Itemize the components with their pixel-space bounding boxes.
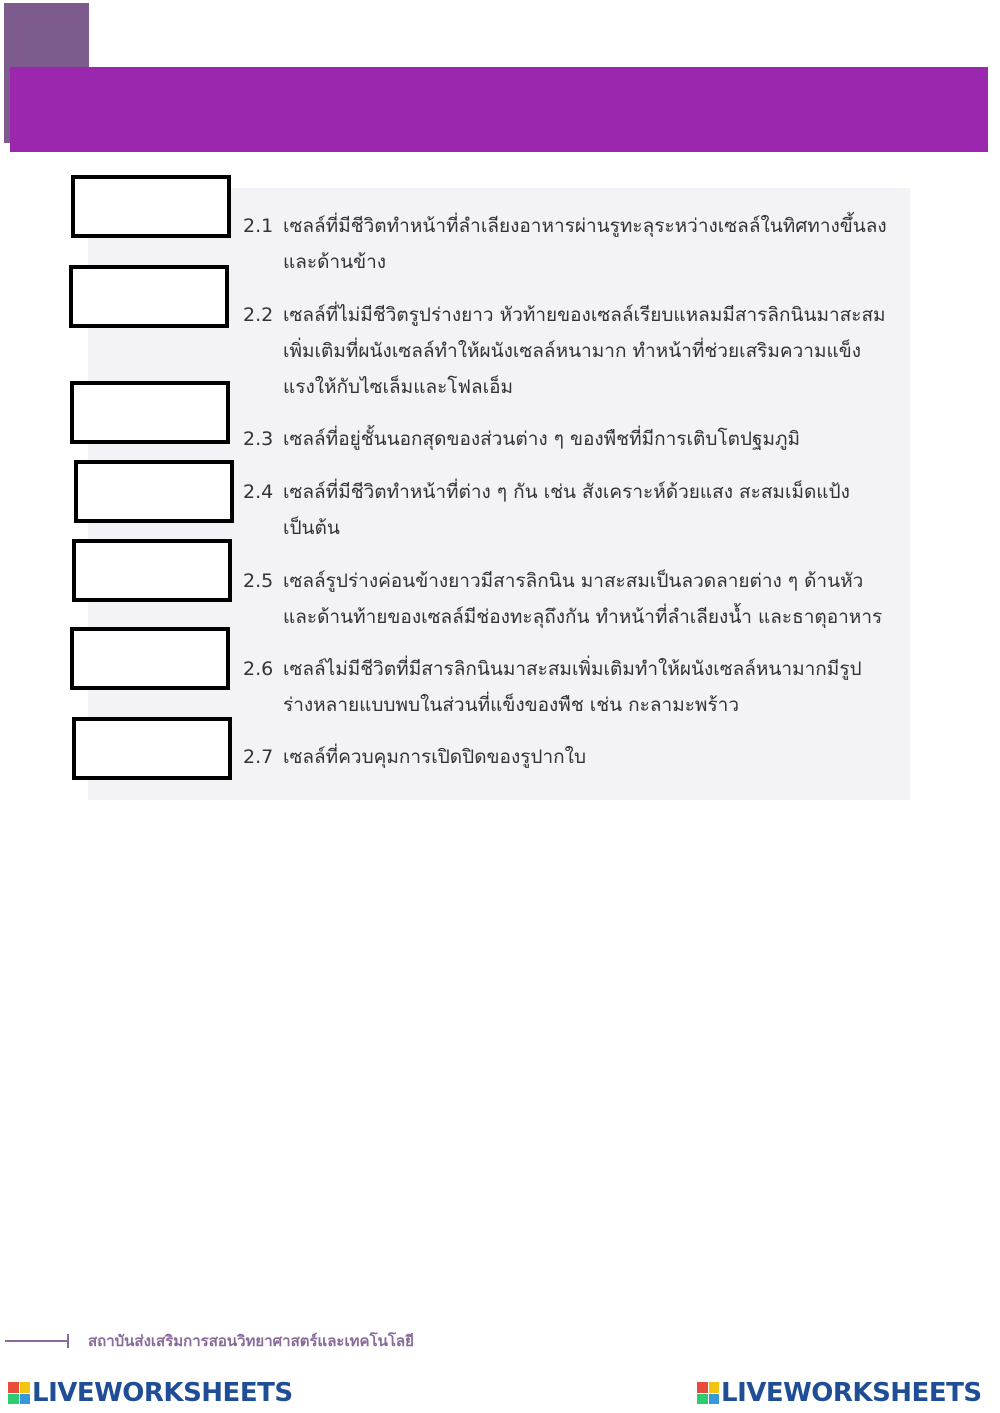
liveworksheets-logo-right	[697, 1378, 982, 1408]
item-number: 2.5	[243, 570, 274, 592]
item-number: 2.6	[243, 658, 274, 680]
item-2-7	[243, 739, 888, 775]
answer-box-2-2[interactable]	[69, 265, 229, 328]
item-2-5	[243, 563, 888, 635]
item-number: 2.2	[243, 304, 274, 326]
item-number: 2.4	[243, 481, 274, 503]
item-text: เซลล์ที่ไม่มีชีวิตรูปร่างยาว หัวท้ายของเซลล์เรียบแหลมมีสารลิกนินมาสะสมเพิ่มเติมที่ผนังเซลล์ทำให้ผนังเซลล์หนามาก ทำหน้าที่ช่วยเสริมความแข็งแรงให้กับไซเล็มและโฟลเอ็ม	[283, 304, 886, 398]
item-2-2	[243, 297, 888, 405]
liveworksheets-icon	[8, 1382, 30, 1404]
item-text: เซลล์รูปร่างค่อนข้างยาวมีสารลิกนิน มาสะสมเป็นลวดลายต่าง ๆ ด้านหัวและด้านท้ายของเซลล์มีช่องทะลุถึงกัน ทำหน้าที่ลำเลียงน้ำ และธาตุอาหาร	[283, 570, 883, 628]
item-2-6	[243, 651, 888, 723]
item-2-1	[243, 208, 888, 280]
item-text: เซลล์ที่ควบคุมการเปิดปิดของรูปากใบ	[283, 746, 586, 768]
answer-box-2-3[interactable]	[70, 381, 230, 444]
answer-box-2-5[interactable]	[72, 539, 232, 602]
header-bar	[10, 67, 988, 152]
item-text: เซลล์ไม่มีชีวิตที่มีสารลิกนินมาสะสมเพิ่มเติมทำให้ผนังเซลล์หนามากมีรูปร่างหลายแบบพบในส่วนที่แข็งของพืช เช่น กะลามะพร้าว	[283, 658, 862, 716]
item-number: 2.7	[243, 746, 274, 768]
liveworksheets-wordmark: LIVEWORKSHEETS	[721, 1378, 982, 1408]
liveworksheets-wordmark: LIVEWORKSHEETS	[32, 1378, 293, 1408]
item-2-3	[243, 421, 888, 457]
footer-institute: สถาบันส่งเสริมการสอนวิทยาศาสตร์และเทคโนโลยี	[88, 1332, 414, 1350]
item-text: เซลล์ที่มีชีวิตทำหน้าที่ลำเลียงอาหารผ่านรูทะลุระหว่างเซลล์ในทิศทางขึ้นลงและด้านข้าง	[283, 215, 887, 273]
item-text: เซลล์ที่มีชีวิตทำหน้าที่ต่าง ๆ กัน เช่น สังเคราะห์ด้วยแสง สะสมเม็ดแป้งเป็นต้น	[283, 481, 850, 539]
answer-box-2-1[interactable]	[71, 175, 231, 238]
item-text: เซลล์ที่อยู่ชั้นนอกสุดของส่วนต่าง ๆ ของพืชที่มีการเติบโตปฐมภูมิ	[283, 428, 801, 450]
answer-box-2-6[interactable]	[70, 627, 230, 690]
item-2-4	[243, 474, 888, 546]
item-number: 2.1	[243, 215, 274, 237]
item-number: 2.3	[243, 428, 274, 450]
footer-rule	[5, 1340, 67, 1342]
liveworksheets-logo-left	[8, 1378, 293, 1408]
answer-box-2-4[interactable]	[74, 460, 234, 523]
footer-rule-tick	[67, 1334, 69, 1348]
answer-box-2-7[interactable]	[72, 717, 232, 780]
liveworksheets-icon	[697, 1382, 719, 1404]
